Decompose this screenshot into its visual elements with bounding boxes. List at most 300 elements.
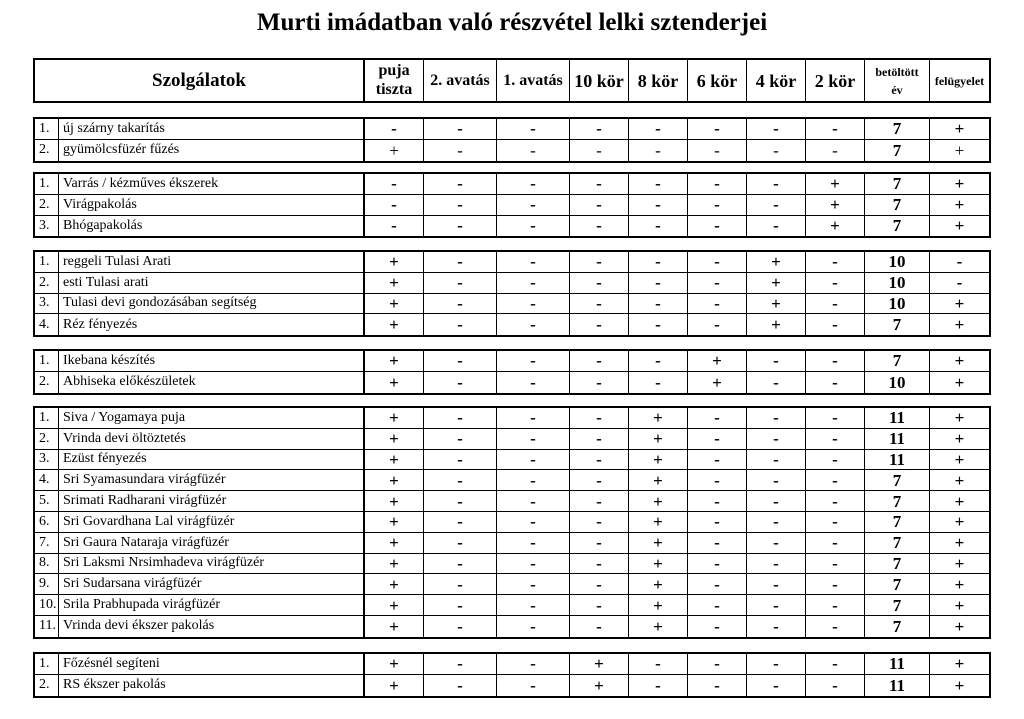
rounds6-mark: - bbox=[688, 491, 747, 511]
rounds2-mark: - bbox=[806, 273, 865, 293]
rounds8-mark: - bbox=[629, 372, 688, 393]
init2-mark: - bbox=[424, 351, 497, 371]
rounds6-mark: - bbox=[688, 195, 747, 215]
rounds2-mark: - bbox=[806, 429, 865, 449]
rounds6-mark: + bbox=[688, 351, 747, 371]
rounds10-mark: - bbox=[570, 574, 629, 594]
service-name: Bhógapakolás bbox=[59, 216, 365, 237]
rounds6-mark: - bbox=[688, 294, 747, 314]
rounds8-mark: - bbox=[629, 314, 688, 335]
age-value: 7 bbox=[865, 314, 930, 335]
rounds2-mark: + bbox=[806, 216, 865, 237]
supervision-mark: + bbox=[954, 293, 965, 313]
rounds6-mark: - bbox=[688, 595, 747, 615]
row-number: 4. bbox=[35, 314, 59, 335]
init2-mark: - bbox=[424, 450, 497, 470]
init1-mark: - bbox=[497, 554, 570, 574]
rounds2-mark: - bbox=[806, 314, 865, 335]
service-row bbox=[35, 450, 989, 471]
rounds2-mark: - bbox=[806, 408, 865, 428]
header-puja bbox=[365, 60, 424, 101]
supervision-mark: + bbox=[954, 553, 965, 573]
header-service: Szolgálatok bbox=[35, 60, 365, 101]
service-group-table bbox=[33, 406, 991, 639]
service-name: Virágpakolás bbox=[59, 195, 365, 215]
age-value: 10 bbox=[865, 273, 930, 293]
rounds2-mark: - bbox=[806, 554, 865, 574]
puja-tiszta-mark: + bbox=[365, 351, 424, 371]
rounds6-mark: - bbox=[688, 252, 747, 272]
rounds8-mark: - bbox=[629, 675, 688, 696]
rounds4-mark: - bbox=[747, 675, 806, 696]
header-puja-line2: tiszta bbox=[375, 81, 413, 98]
service-row bbox=[35, 675, 989, 696]
service-name: Vrinda devi ékszer pakolás bbox=[59, 616, 365, 637]
init2-mark: - bbox=[424, 252, 497, 272]
init2-mark: - bbox=[424, 429, 497, 449]
puja-tiszta-mark: + bbox=[365, 450, 424, 470]
service-group-table bbox=[33, 652, 991, 698]
rounds10-mark: - bbox=[570, 195, 629, 215]
rounds2-mark: - bbox=[806, 616, 865, 637]
puja-tiszta-mark: - bbox=[365, 119, 424, 139]
rounds10-mark: - bbox=[570, 174, 629, 194]
init1-mark: - bbox=[497, 429, 570, 449]
age-value: 7 bbox=[865, 491, 930, 511]
rounds8-mark: - bbox=[629, 174, 688, 194]
age-value: 7 bbox=[865, 140, 930, 161]
age-value: 7 bbox=[865, 554, 930, 574]
age-value: 7 bbox=[865, 533, 930, 553]
service-row bbox=[35, 351, 989, 372]
init2-mark: - bbox=[424, 119, 497, 139]
age-value: 11 bbox=[865, 450, 930, 470]
rounds4-mark: - bbox=[747, 470, 806, 490]
supervision-mark: + bbox=[954, 429, 965, 449]
rounds2-mark: - bbox=[806, 119, 865, 139]
puja-tiszta-mark: + bbox=[365, 675, 424, 696]
header-r4: 4 kör bbox=[747, 60, 806, 101]
init1-mark: - bbox=[497, 595, 570, 615]
age-value: 7 bbox=[865, 512, 930, 532]
rounds4-mark: - bbox=[747, 450, 806, 470]
age-value: 10 bbox=[865, 372, 930, 393]
init2-mark: - bbox=[424, 675, 497, 696]
rounds8-mark: - bbox=[629, 654, 688, 674]
age-value: 7 bbox=[865, 595, 930, 615]
puja-tiszta-mark: + bbox=[365, 252, 424, 272]
rounds2-mark: - bbox=[806, 675, 865, 696]
puja-tiszta-mark: + bbox=[365, 574, 424, 594]
service-row bbox=[35, 654, 989, 675]
rounds4-mark: - bbox=[747, 533, 806, 553]
init1-mark: - bbox=[497, 533, 570, 553]
age-value: 11 bbox=[865, 654, 930, 674]
rounds4-mark: + bbox=[747, 294, 806, 314]
service-name: esti Tulasi arati bbox=[59, 273, 365, 293]
service-name: Réz fényezés bbox=[59, 314, 365, 335]
age-value: 7 bbox=[865, 119, 930, 139]
rounds4-mark: - bbox=[747, 140, 806, 161]
puja-tiszta-mark: - bbox=[365, 216, 424, 237]
service-row bbox=[35, 314, 989, 335]
rounds6-mark: - bbox=[688, 429, 747, 449]
rounds6-mark: - bbox=[688, 512, 747, 532]
age-value: 7 bbox=[865, 216, 930, 237]
rounds6-mark: - bbox=[688, 450, 747, 470]
service-row bbox=[35, 216, 989, 237]
header-init2: 2. avatás bbox=[424, 60, 497, 101]
rounds2-mark: - bbox=[806, 470, 865, 490]
init1-mark: - bbox=[497, 174, 570, 194]
init1-mark: - bbox=[497, 119, 570, 139]
init2-mark: - bbox=[424, 595, 497, 615]
rounds6-mark: - bbox=[688, 533, 747, 553]
supervision-mark: + bbox=[954, 408, 965, 428]
rounds8-mark: + bbox=[629, 491, 688, 511]
rounds6-mark: - bbox=[688, 554, 747, 574]
rounds10-mark: - bbox=[570, 273, 629, 293]
row-number: 9. bbox=[35, 574, 59, 594]
rounds8-mark: + bbox=[629, 554, 688, 574]
service-row bbox=[35, 616, 989, 637]
rounds2-mark: - bbox=[806, 654, 865, 674]
rounds2-mark: - bbox=[806, 491, 865, 511]
puja-tiszta-mark: + bbox=[365, 372, 424, 393]
service-row bbox=[35, 533, 989, 554]
service-row bbox=[35, 140, 989, 161]
init1-mark: - bbox=[497, 408, 570, 428]
header-supervision: felügyelet bbox=[934, 73, 985, 88]
supervision-mark: + bbox=[954, 533, 965, 553]
supervision-mark: + bbox=[954, 512, 965, 532]
service-name: Főzésnél segíteni bbox=[59, 654, 365, 674]
puja-tiszta-mark: + bbox=[365, 294, 424, 314]
rounds8-mark: + bbox=[629, 408, 688, 428]
rounds2-mark: - bbox=[806, 140, 865, 161]
service-group-table bbox=[33, 349, 991, 395]
rounds2-mark: - bbox=[806, 450, 865, 470]
supervision-mark: - bbox=[956, 273, 963, 293]
rounds4-mark: - bbox=[747, 351, 806, 371]
rounds8-mark: - bbox=[629, 252, 688, 272]
header-r6: 6 kör bbox=[688, 60, 747, 101]
rounds10-mark: - bbox=[570, 491, 629, 511]
init1-mark: - bbox=[497, 351, 570, 371]
init2-mark: - bbox=[424, 533, 497, 553]
rounds4-mark: - bbox=[747, 512, 806, 532]
rounds8-mark: - bbox=[629, 195, 688, 215]
init1-mark: - bbox=[497, 675, 570, 696]
service-name: gyümölcsfüzér fűzés bbox=[59, 140, 365, 161]
rounds10-mark: - bbox=[570, 595, 629, 615]
age-value: 10 bbox=[865, 252, 930, 272]
rounds6-mark: - bbox=[688, 408, 747, 428]
rounds2-mark: - bbox=[806, 252, 865, 272]
puja-tiszta-mark: + bbox=[365, 408, 424, 428]
rounds4-mark: - bbox=[747, 616, 806, 637]
init2-mark: - bbox=[424, 294, 497, 314]
age-value: 7 bbox=[865, 351, 930, 371]
puja-tiszta-mark: - bbox=[365, 195, 424, 215]
service-row bbox=[35, 595, 989, 616]
service-name: Srila Prabhupada virágfüzér bbox=[59, 595, 365, 615]
rounds2-mark: + bbox=[806, 174, 865, 194]
rounds4-mark: + bbox=[747, 314, 806, 335]
row-number: 2. bbox=[35, 195, 59, 215]
supervision-mark: + bbox=[954, 616, 965, 636]
puja-tiszta-mark: + bbox=[365, 491, 424, 511]
supervision-mark: + bbox=[954, 351, 965, 371]
rounds10-mark: - bbox=[570, 616, 629, 637]
init1-mark: - bbox=[497, 450, 570, 470]
service-name: Ezüst fényezés bbox=[59, 450, 365, 470]
init1-mark: - bbox=[497, 491, 570, 511]
row-number: 2. bbox=[35, 273, 59, 293]
supervision-mark: + bbox=[954, 372, 965, 392]
supervision-mark: + bbox=[954, 449, 965, 469]
service-row bbox=[35, 372, 989, 393]
rounds10-mark: - bbox=[570, 470, 629, 490]
row-number: 7. bbox=[35, 533, 59, 553]
rounds6-mark: - bbox=[688, 119, 747, 139]
supervision-mark: + bbox=[954, 574, 965, 594]
row-number: 1. bbox=[35, 408, 59, 428]
rounds10-mark: - bbox=[570, 314, 629, 335]
header-table bbox=[33, 58, 991, 103]
row-number: 2. bbox=[35, 675, 59, 696]
age-value: 11 bbox=[865, 408, 930, 428]
rounds2-mark: - bbox=[806, 595, 865, 615]
header-puja-line1: puja bbox=[378, 62, 410, 79]
rounds6-mark: - bbox=[688, 654, 747, 674]
rounds4-mark: - bbox=[747, 372, 806, 393]
init2-mark: - bbox=[424, 372, 497, 393]
init1-mark: - bbox=[497, 470, 570, 490]
rounds8-mark: - bbox=[629, 273, 688, 293]
puja-tiszta-mark: - bbox=[365, 174, 424, 194]
rounds10-mark: - bbox=[570, 351, 629, 371]
rounds6-mark: - bbox=[688, 140, 747, 161]
service-row bbox=[35, 429, 989, 450]
rounds8-mark: + bbox=[629, 512, 688, 532]
row-number: 1. bbox=[35, 654, 59, 674]
header-r8: 8 kör bbox=[629, 60, 688, 101]
service-row bbox=[35, 554, 989, 575]
rounds2-mark: - bbox=[806, 294, 865, 314]
rounds2-mark: - bbox=[806, 533, 865, 553]
age-value: 7 bbox=[865, 195, 930, 215]
supervision-mark: + bbox=[954, 119, 965, 139]
init1-mark: - bbox=[497, 512, 570, 532]
row-number: 3. bbox=[35, 216, 59, 237]
rounds10-mark: - bbox=[570, 533, 629, 553]
rounds4-mark: + bbox=[747, 252, 806, 272]
rounds10-mark: - bbox=[570, 294, 629, 314]
service-row bbox=[35, 408, 989, 429]
row-number: 1. bbox=[35, 351, 59, 371]
init1-mark: - bbox=[497, 252, 570, 272]
rounds8-mark: + bbox=[629, 616, 688, 637]
init1-mark: - bbox=[497, 216, 570, 237]
age-value: 11 bbox=[865, 429, 930, 449]
service-name: Srimati Radharani virágfüzér bbox=[59, 491, 365, 511]
service-name: Vrinda devi öltöztetés bbox=[59, 429, 365, 449]
rounds4-mark: - bbox=[747, 119, 806, 139]
init1-mark: - bbox=[497, 654, 570, 674]
service-row bbox=[35, 294, 989, 315]
service-name: Sri Gaura Nataraja virágfüzér bbox=[59, 533, 365, 553]
service-row bbox=[35, 574, 989, 595]
header-age-line1: betöltött bbox=[875, 64, 919, 79]
supervision-mark: + bbox=[954, 174, 965, 194]
rounds8-mark: + bbox=[629, 574, 688, 594]
rounds8-mark: - bbox=[629, 119, 688, 139]
init2-mark: - bbox=[424, 174, 497, 194]
init2-mark: - bbox=[424, 491, 497, 511]
rounds10-mark: - bbox=[570, 450, 629, 470]
init2-mark: - bbox=[424, 273, 497, 293]
service-row bbox=[35, 119, 989, 140]
rounds2-mark: - bbox=[806, 574, 865, 594]
header-r2: 2 kör bbox=[806, 60, 865, 101]
row-number: 2. bbox=[35, 372, 59, 393]
rounds8-mark: + bbox=[629, 595, 688, 615]
rounds10-mark: + bbox=[570, 675, 629, 696]
supervision-mark: + bbox=[954, 595, 965, 615]
init2-mark: - bbox=[424, 654, 497, 674]
rounds4-mark: - bbox=[747, 408, 806, 428]
service-row bbox=[35, 174, 989, 195]
row-number: 10. bbox=[35, 595, 59, 615]
row-number: 1. bbox=[35, 119, 59, 139]
rounds10-mark: - bbox=[570, 216, 629, 237]
age-value: 7 bbox=[865, 616, 930, 637]
puja-tiszta-mark: + bbox=[365, 512, 424, 532]
rounds4-mark: - bbox=[747, 195, 806, 215]
init2-mark: - bbox=[424, 512, 497, 532]
rounds8-mark: + bbox=[629, 533, 688, 553]
service-row bbox=[35, 252, 989, 273]
puja-tiszta-mark: + bbox=[365, 140, 424, 161]
init2-mark: - bbox=[424, 408, 497, 428]
rounds2-mark: - bbox=[806, 512, 865, 532]
service-name: Sri Syamasundara virágfüzér bbox=[59, 470, 365, 490]
header-r10: 10 kör bbox=[570, 60, 629, 101]
row-number: 4. bbox=[35, 470, 59, 490]
service-group-table bbox=[33, 172, 991, 238]
rounds4-mark: - bbox=[747, 654, 806, 674]
rounds10-mark: - bbox=[570, 119, 629, 139]
rounds8-mark: - bbox=[629, 294, 688, 314]
rounds6-mark: - bbox=[688, 574, 747, 594]
rounds10-mark: - bbox=[570, 372, 629, 393]
age-value: 7 bbox=[865, 574, 930, 594]
puja-tiszta-mark: + bbox=[365, 654, 424, 674]
puja-tiszta-mark: + bbox=[365, 595, 424, 615]
init2-mark: - bbox=[424, 195, 497, 215]
service-name: Sri Govardhana Lal virágfüzér bbox=[59, 512, 365, 532]
init2-mark: - bbox=[424, 616, 497, 637]
rounds4-mark: - bbox=[747, 574, 806, 594]
age-value: 7 bbox=[865, 470, 930, 490]
rounds4-mark: - bbox=[747, 174, 806, 194]
service-name: új szárny takarítás bbox=[59, 119, 365, 139]
init1-mark: - bbox=[497, 372, 570, 393]
rounds10-mark: + bbox=[570, 654, 629, 674]
init1-mark: - bbox=[497, 140, 570, 161]
init2-mark: - bbox=[424, 554, 497, 574]
service-name: RS ékszer pakolás bbox=[59, 675, 365, 696]
rounds10-mark: - bbox=[570, 429, 629, 449]
rounds6-mark: - bbox=[688, 216, 747, 237]
row-number: 6. bbox=[35, 512, 59, 532]
rounds4-mark: + bbox=[747, 273, 806, 293]
row-number: 8. bbox=[35, 554, 59, 574]
puja-tiszta-mark: + bbox=[365, 314, 424, 335]
puja-tiszta-mark: + bbox=[365, 470, 424, 490]
init1-mark: - bbox=[497, 273, 570, 293]
init1-mark: - bbox=[497, 195, 570, 215]
puja-tiszta-mark: + bbox=[365, 616, 424, 637]
puja-tiszta-mark: + bbox=[365, 533, 424, 553]
age-value: 10 bbox=[865, 294, 930, 314]
init1-mark: - bbox=[497, 294, 570, 314]
rounds4-mark: - bbox=[747, 491, 806, 511]
rounds4-mark: - bbox=[747, 216, 806, 237]
service-row bbox=[35, 470, 989, 491]
rounds10-mark: - bbox=[570, 554, 629, 574]
rounds6-mark: - bbox=[688, 174, 747, 194]
rounds2-mark: - bbox=[806, 351, 865, 371]
rounds6-mark: - bbox=[688, 273, 747, 293]
rounds4-mark: - bbox=[747, 595, 806, 615]
service-row bbox=[35, 273, 989, 294]
rounds6-mark: - bbox=[688, 616, 747, 637]
puja-tiszta-mark: + bbox=[365, 429, 424, 449]
supervision-mark: + bbox=[954, 315, 965, 335]
rounds8-mark: + bbox=[629, 450, 688, 470]
row-number: 3. bbox=[35, 450, 59, 470]
service-name: Siva / Yogamaya puja bbox=[59, 408, 365, 428]
rounds6-mark: - bbox=[688, 314, 747, 335]
age-value: 11 bbox=[865, 675, 930, 696]
service-row bbox=[35, 491, 989, 512]
rounds6-mark: - bbox=[688, 470, 747, 490]
supervision-mark: + bbox=[954, 195, 965, 215]
rounds10-mark: - bbox=[570, 140, 629, 161]
service-name: Tulasi devi gondozásában segítség bbox=[59, 294, 365, 314]
rounds10-mark: - bbox=[570, 252, 629, 272]
header-age-line2: év bbox=[891, 82, 903, 97]
rounds2-mark: + bbox=[806, 195, 865, 215]
age-value: 7 bbox=[865, 174, 930, 194]
service-name: reggeli Tulasi Arati bbox=[59, 252, 365, 272]
supervision-mark: + bbox=[954, 491, 965, 511]
rounds4-mark: - bbox=[747, 429, 806, 449]
rounds2-mark: - bbox=[806, 372, 865, 393]
service-row bbox=[35, 512, 989, 533]
row-number: 3. bbox=[35, 294, 59, 314]
service-name: Ikebana készítés bbox=[59, 351, 365, 371]
rounds8-mark: - bbox=[629, 140, 688, 161]
supervision-mark: + bbox=[954, 675, 965, 695]
puja-tiszta-mark: + bbox=[365, 554, 424, 574]
rounds8-mark: + bbox=[629, 429, 688, 449]
service-name: Sri Sudarsana virágfüzér bbox=[59, 574, 365, 594]
service-name: Sri Laksmi Nrsimhadeva virágfüzér bbox=[59, 554, 365, 574]
row-number: 2. bbox=[35, 140, 59, 161]
